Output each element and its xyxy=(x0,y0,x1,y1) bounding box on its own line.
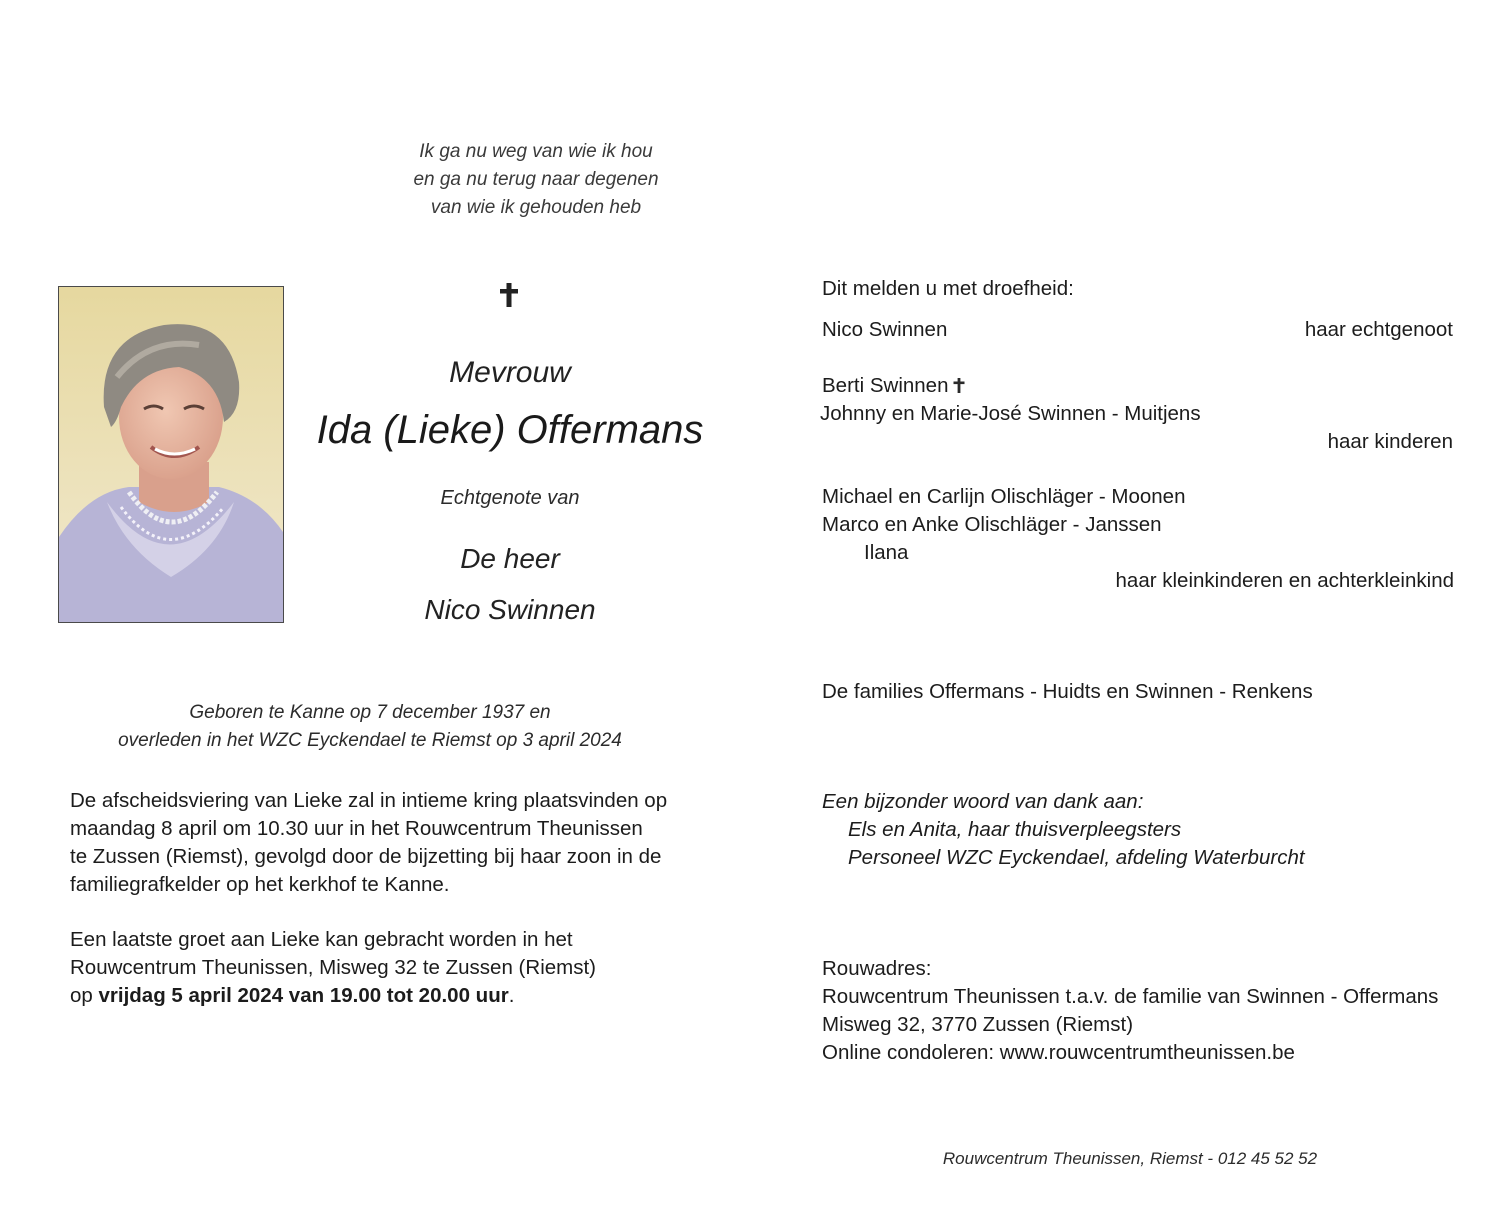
thanks-intro: Een bijzonder woord van dank aan: xyxy=(822,790,1144,813)
visit-line-3 xyxy=(70,982,750,1010)
ceremony-paragraph xyxy=(70,787,750,899)
deceased-cross-icon xyxy=(952,377,966,393)
thanks-line-1: Els en Anita, haar thuisverpleegsters xyxy=(848,818,1182,841)
family-grandchild-1: Michael en Carlijn Olischläger - Moonen xyxy=(822,485,1186,508)
address-line-1: Rouwcentrum Theunissen t.a.v. de familie van Swinnen - Offermans xyxy=(822,985,1439,1008)
cross-icon xyxy=(496,282,522,308)
ceremony-line-3: te Zussen (Riemst), gevolgd door de bijzetting bij haar zoon in de xyxy=(70,845,662,868)
birth-line: Geboren te Kanne op 7 december 1937 en xyxy=(189,702,551,723)
birth-death-dates xyxy=(60,699,680,755)
poem xyxy=(336,138,736,222)
spouse-name: Nico Swinnen xyxy=(424,594,596,625)
deceased-name: Ida (Lieke) Offermans xyxy=(316,408,704,452)
portrait-photo xyxy=(58,286,284,623)
mourning-address xyxy=(822,955,1482,1067)
family-grandchild-2: Marco en Anke Olischläger - Janssen xyxy=(822,513,1162,536)
family-spouse-role: haar echtgenoot xyxy=(1304,318,1453,341)
visit-prefix: op xyxy=(70,984,99,1007)
spouse-title: De heer xyxy=(460,543,560,574)
family-children-role: haar kinderen xyxy=(1327,430,1453,453)
poem-line-3: van wie ik gehouden heb xyxy=(430,197,642,218)
poem-line-2: en ga nu terug naar degenen xyxy=(413,169,659,190)
family-spouse-name: Nico Swinnen xyxy=(822,318,948,341)
visit-suffix: . xyxy=(508,984,515,1007)
funeral-home-footer: Rouwcentrum Theunissen, Riemst - 012 45 52 52 xyxy=(942,1149,1318,1168)
thanks-section xyxy=(822,788,1462,872)
announcement-intro: Dit melden u met droefheid: xyxy=(822,277,1074,300)
visit-paragraph xyxy=(70,926,750,1010)
poem-line-1: Ik ga nu weg van wie ik hou xyxy=(419,141,653,162)
family-great-grandchild: Ilana xyxy=(864,541,909,564)
visit-time: vrijdag 5 april 2024 van 19.00 tot 20.00 uur xyxy=(98,984,509,1007)
child-1-name: Berti Swinnen xyxy=(822,374,949,397)
family-grandchildren-role: haar kleinkinderen en achterkleinkind xyxy=(1115,569,1454,592)
visit-line-1: Een laatste groet aan Lieke kan gebracht worden in het xyxy=(70,928,573,951)
ceremony-line-2: maandag 8 april om 10.30 uur in het Rouwcentrum Theunissen xyxy=(70,817,643,840)
family-child-1 xyxy=(822,372,966,400)
thanks-line-2: Personeel WZC Eyckendael, afdeling Waterburcht xyxy=(848,846,1305,869)
title-mevrouw: Mevrouw xyxy=(449,356,571,389)
address-line-2: Misweg 32, 3770 Zussen (Riemst) xyxy=(822,1013,1134,1036)
ceremony-line-4: familiegrafkelder op het kerkhof te Kanne. xyxy=(70,873,450,896)
family-child-2: Johnny en Marie-José Swinnen - Muitjens xyxy=(820,402,1201,425)
relation-label: Echtgenote van xyxy=(440,487,580,509)
address-label: Rouwadres: xyxy=(822,957,932,980)
visit-line-2: Rouwcentrum Theunissen, Misweg 32 te Zussen (Riemst) xyxy=(70,956,596,979)
portrait-illustration xyxy=(59,287,283,622)
families-line: De families Offermans - Huidts en Swinnen - Renkens xyxy=(822,680,1313,703)
online-condolence: Online condoleren: www.rouwcentrumtheunissen.be xyxy=(822,1041,1295,1064)
death-line: overleden in het WZC Eyckendael te Riemst op 3 april 2024 xyxy=(118,730,622,751)
ceremony-line-1: De afscheidsviering van Lieke zal in intieme kring plaatsvinden op xyxy=(70,789,668,812)
